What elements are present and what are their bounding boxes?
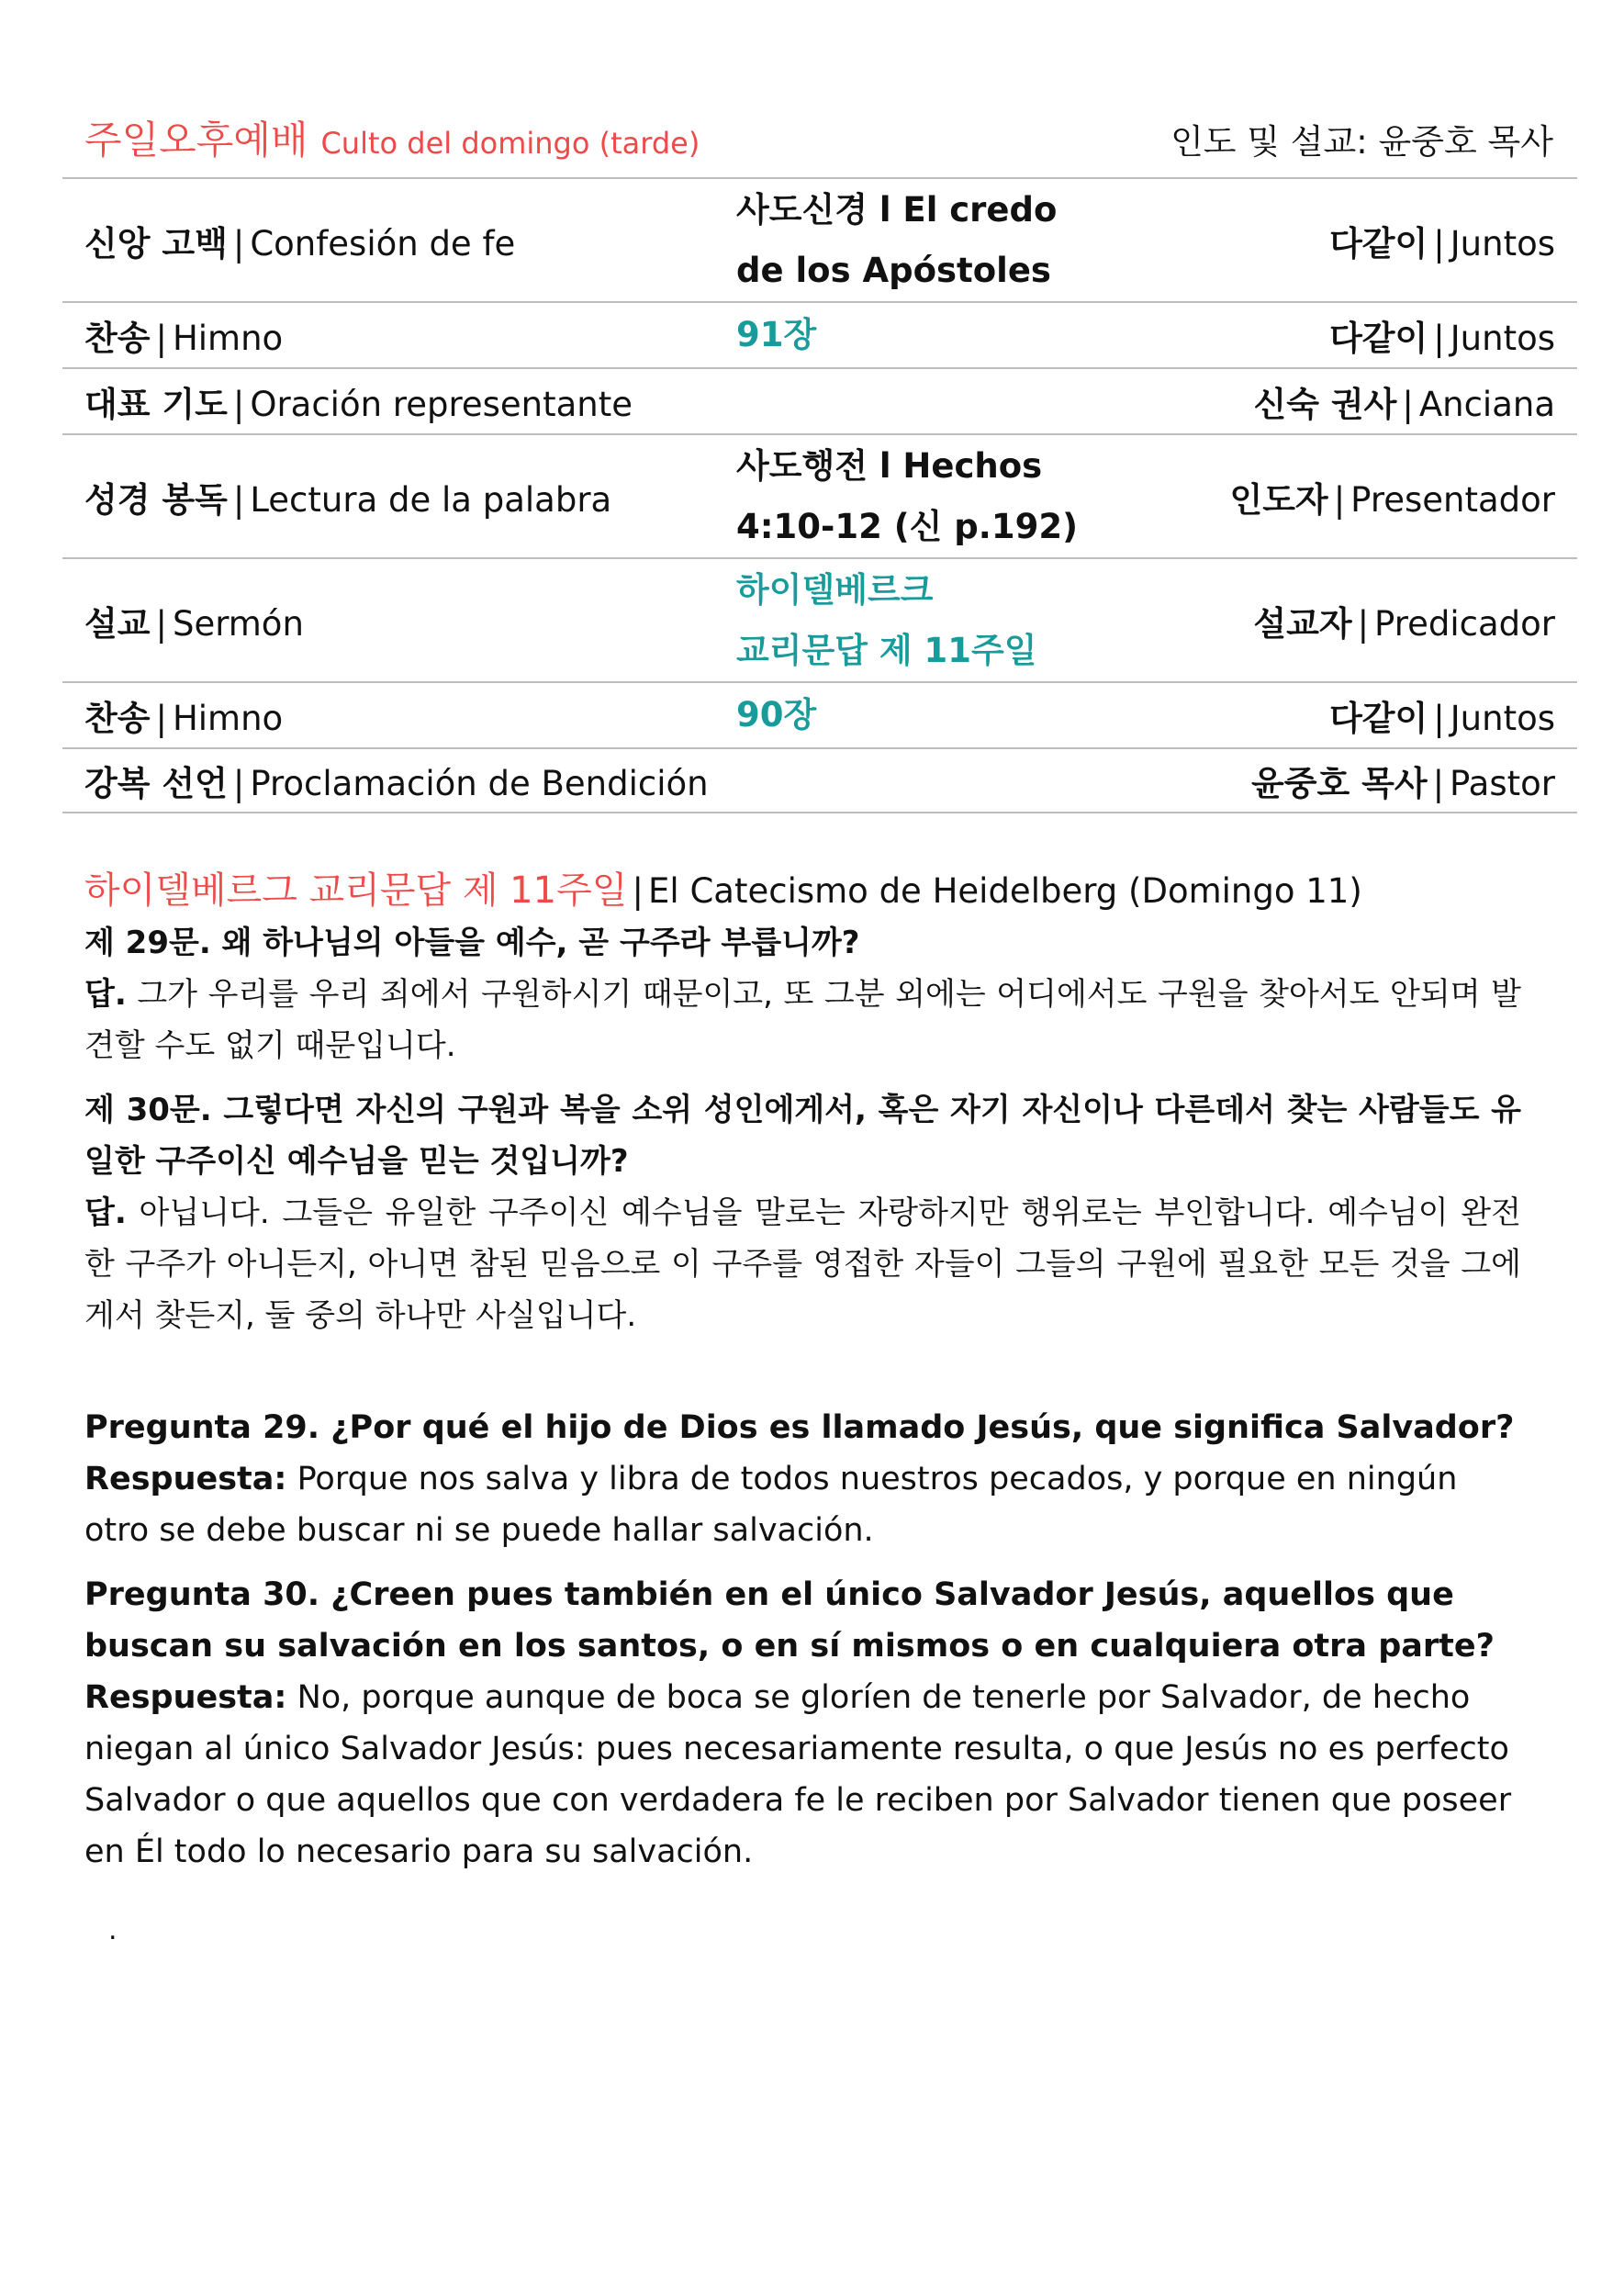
order-person: 다같이 | Juntos	[1329, 699, 1555, 738]
order-detail	[736, 560, 1103, 681]
answer-ko-30	[84, 1187, 1521, 1341]
item-ko: 찬송	[84, 699, 151, 738]
answer-label: 답.	[84, 1194, 127, 1231]
answer-text: Porque nos salva y libra de todos nuestros pecados, y porque en ningún otro se debe buscar ni se puede hallar salvación.	[84, 1461, 1458, 1549]
order-person: 다같이 | Juntos	[1329, 319, 1555, 358]
order-detail	[736, 436, 1103, 557]
person-ko: 다같이	[1329, 319, 1428, 358]
service-title-group	[84, 110, 700, 165]
item-es: Oración representante	[250, 385, 633, 424]
order-row	[62, 367, 1577, 433]
person-ko: 다같이	[1329, 699, 1428, 738]
item-es: Himno	[172, 319, 284, 358]
order-of-service	[62, 177, 1577, 813]
order-row	[62, 177, 1577, 301]
service-leader: 인도 및 설교: 윤중호 목사	[1170, 122, 1553, 162]
order-item: 강복 선언 | Proclamación de Bendición	[84, 764, 709, 803]
answer-label: Respuesta:	[84, 1461, 287, 1497]
item-ko: 강복 선언	[84, 764, 228, 803]
service-subtitle: Culto del domingo (tarde)	[320, 126, 700, 161]
question-ko-29: 제 29문. 왜 하나님의 아들을 예수, 곧 구주라 부릅니까?	[84, 925, 860, 961]
detail-line: 91장	[736, 315, 817, 354]
item-es: Confesión de fe	[250, 223, 516, 263]
detail-line: 하이델베르크	[736, 569, 934, 610]
catechism-heading	[84, 861, 1521, 914]
answer-label: Respuesta:	[84, 1679, 287, 1716]
item-ko: 찬송	[84, 319, 151, 358]
detail-line: 90장	[736, 695, 817, 734]
order-row	[62, 747, 1577, 813]
person-es: Juntos	[1450, 319, 1555, 358]
order-row	[62, 681, 1577, 747]
order-item: 찬송 | Himno	[84, 699, 284, 738]
order-item: 성경 봉독 | Lectura de la palabra	[84, 479, 612, 520]
order-item: 신앙 고백 | Confesión de fe	[84, 223, 516, 263]
item-es: Proclamación de Bendición	[250, 764, 709, 803]
order-row	[62, 433, 1577, 557]
answer-label: 답.	[84, 976, 127, 1013]
person-ko: 다같이	[1329, 223, 1428, 263]
order-person: 신숙 권사 | Anciana	[1253, 385, 1555, 424]
order-detail	[736, 685, 1103, 746]
answer-text: 그가 우리를 우리 죄에서 구원하시기 때문이고, 또 그분 외에는 어디에서도 구원을 찾아서도 안되며 발견할 수도 없기 때문입니다.	[84, 976, 1521, 1064]
answer-text: No, porque aunque de boca se gloríen de tenerle por Salvador, de hecho niegan al único Salvador Jesús: pues necesariamente resulta, o que Jesús no es perfecto Salvador o que aquellos que con verdadera fe le reciben por Salvador tienen que poseer en Él todo lo necesario para su salvación.	[84, 1679, 1512, 1870]
person-es: Pastor	[1450, 764, 1555, 803]
order-row	[62, 557, 1577, 681]
order-person: 설교자 | Predicador	[1253, 603, 1555, 644]
person-ko: 신숙 권사	[1253, 385, 1397, 424]
catechism-section	[84, 861, 1521, 1878]
catechism-pipe: |	[632, 871, 644, 911]
item-ko: 대표 기도	[84, 385, 228, 424]
person-es: Presentador	[1350, 479, 1555, 520]
service-header	[84, 110, 1553, 165]
order-item: 찬송 | Himno	[84, 319, 284, 358]
question-ko-30: 제 30문. 그렇다면 자신의 구원과 복을 소위 성인에게서, 혹은 자기 자신이나 다른데서 찾는 사람들도 유일한 구주이신 예수님을 믿는 것입니까?	[84, 1092, 1521, 1180]
catechism-title-ko: 하이델베르그 교리문답 제 11주일	[84, 869, 628, 912]
person-ko: 윤중호 목사	[1250, 764, 1428, 803]
item-es: Lectura de la palabra	[250, 479, 612, 520]
order-item: 설교 | Sermón	[84, 603, 304, 644]
person-es: Juntos	[1450, 223, 1555, 263]
order-person: 인도자 | Presentador	[1229, 479, 1555, 520]
order-detail	[736, 180, 1103, 301]
answer-text: 아닙니다. 그들은 유일한 구주이신 예수님을 말로는 자랑하지만 행위로는 부인합니다. 예수님이 완전한 구주가 아니든지, 아니면 참된 믿음으로 이 구주를 영접한 자들이 그들의 구원에 필요한 모든 것을 그에게서 찾든지, 둘 중의 하나만 사실입니다.	[84, 1194, 1521, 1334]
person-es: Predicador	[1374, 603, 1555, 644]
item-ko: 설교	[84, 603, 151, 644]
order-person: 다같이 | Juntos	[1329, 223, 1555, 263]
order-item: 대표 기도 | Oración representante	[84, 385, 633, 424]
detail-line: 교리문답 제 11주일	[736, 630, 1037, 670]
catechism-title-es: El Catecismo de Heidelberg (Domingo 11)	[648, 871, 1362, 911]
item-es: Himno	[172, 699, 284, 738]
person-es: Anciana	[1418, 385, 1555, 424]
person-ko: 인도자	[1229, 479, 1328, 520]
item-ko: 성경 봉독	[84, 479, 228, 520]
detail-line: 사도행전 l Hechos	[736, 445, 1043, 486]
answer-ko-29	[84, 969, 1521, 1071]
detail-line: 4:10-12 (신 p.192)	[736, 506, 1078, 546]
answer-es-29	[84, 1453, 1521, 1556]
person-ko: 설교자	[1253, 603, 1352, 644]
order-row	[62, 301, 1577, 367]
service-title: 주일오후예배	[84, 118, 308, 163]
item-es: Sermón	[172, 603, 304, 644]
question-es-30: Pregunta 30. ¿Creen pues también en el único Salvador Jesús, aquellos que buscan su salvación en los santos, o en sí mismos o en cualquiera otra parte?	[84, 1576, 1495, 1665]
order-person: 윤중호 목사 | Pastor	[1250, 764, 1555, 803]
answer-es-30	[84, 1672, 1521, 1878]
question-es-29: Pregunta 29. ¿Por qué el hijo de Dios es llamado Jesús, que significa Salvador?	[84, 1409, 1515, 1446]
person-es: Juntos	[1450, 699, 1555, 738]
item-ko: 신앙 고백	[84, 223, 228, 263]
detail-line: 사도신경 l El credo	[736, 189, 1058, 230]
detail-line: de los Apóstoles	[736, 250, 1051, 290]
order-detail	[736, 305, 1103, 365]
trailing-dot: .	[108, 1914, 118, 1946]
